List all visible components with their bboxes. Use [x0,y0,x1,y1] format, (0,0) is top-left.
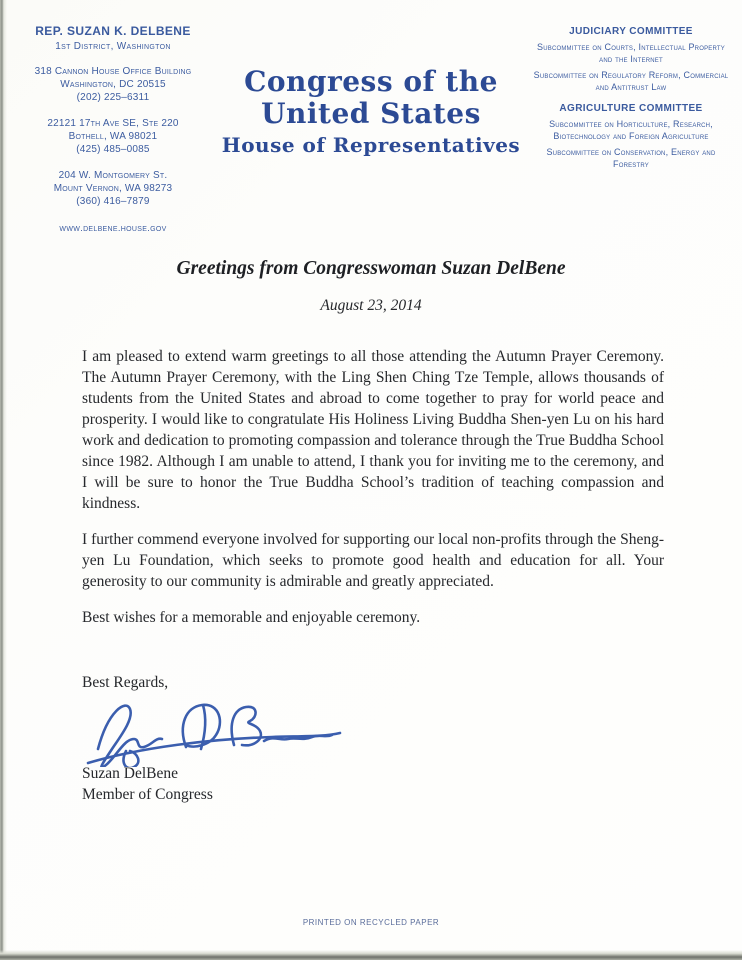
committee-agriculture [530,103,732,170]
committee-judiciary [530,26,732,93]
committee-name: JUDICIARY COMMITTEE [569,26,693,37]
office-phone: (202) 225–6311 [76,92,150,103]
congress-title: Congress of the United States [244,65,498,130]
letter-body [82,346,664,805]
office-address-line: Washington, DC 20515 [60,79,166,90]
scan-edge-bottom [0,950,742,960]
subcommittee: Subcommittee on Regulatory Reform, Commercial and Antitrust Law [533,70,729,92]
office-address-line: Bothell, WA 98021 [68,131,158,142]
subcommittee: Subcommittee on Horticulture, Research, Biotechnology and Foreign Agriculture [549,119,713,141]
representative-name: REP. SUZAN K. DELBENE [35,24,191,38]
website-url: www.delbene.house.gov [59,223,167,234]
office-address-line: 204 W. Montgomery St. [58,170,168,181]
subcommittee: Subcommittee on Courts, Intellectual Property and the Internet [537,42,725,64]
paragraph-3: Best wishes for a memorable and enjoyable ceremony. [82,609,421,626]
office-address-line: 22121 17th Ave SE, Ste 220 [47,118,179,129]
representative-district: 1st District, Washington [55,41,171,52]
congress-seal-block [196,66,546,157]
subcommittee: Subcommittee on Conservation, Energy and Forestry [546,147,716,169]
letter-date: August 23, 2014 [320,297,422,314]
paragraph-2: I further commend everyone involved for supporting our local non-profits through the Sheng-yen Lu Foundation, which seeks to promote good health and education for all. Your generosity to our community is admirable and greatly appreciated. [82,531,664,590]
office-address-dc [10,65,216,104]
recycled-paper-note: PRINTED ON RECYCLED PAPER [302,918,440,927]
letter-title: Greetings from Congresswoman Suzan DelBene [176,258,566,279]
closing-salutation: Best Regards, [82,674,169,691]
signer-name: Suzan DelBene [82,765,178,782]
signer-title: Member of Congress [82,786,213,803]
letterhead-contact-block [10,24,216,234]
office-phone: (360) 416–7879 [76,196,150,207]
office-address-bothell [10,117,216,156]
office-address-line: 318 Cannon House Office Building [34,66,192,77]
signature-ink-icon [82,695,352,767]
scan-edge-left [0,0,7,960]
committee-name: AGRICULTURE COMMITTEE [559,103,703,114]
committees-block [530,26,732,170]
paragraph-1: I am pleased to extend warm greetings to all those attending the Autumn Prayer Ceremony. The Autumn Prayer Ceremony, with the Ling Shen Ching Tze Temple, allows thousands of students from the United States and abroad to come together to pray for world peace and prosperity. I would like to congratulate His Holiness Living Buddha Shen-yen Lu on his hard work and dedication to promoting compassion and tolerance through the True Buddha School since 1982. Although I am unable to attend, I thank you for inviting me to the ceremony, and I will be sure to honor the True Buddha School’s tradition of teaching compassion and kindness. [82,348,664,512]
handwritten-signature [82,695,664,767]
office-address-line: Mount Vernon, WA 98273 [53,183,173,194]
office-phone: (425) 485–0085 [76,144,150,155]
office-address-mount-vernon [10,169,216,208]
house-subtitle: House of Representatives [221,133,521,157]
